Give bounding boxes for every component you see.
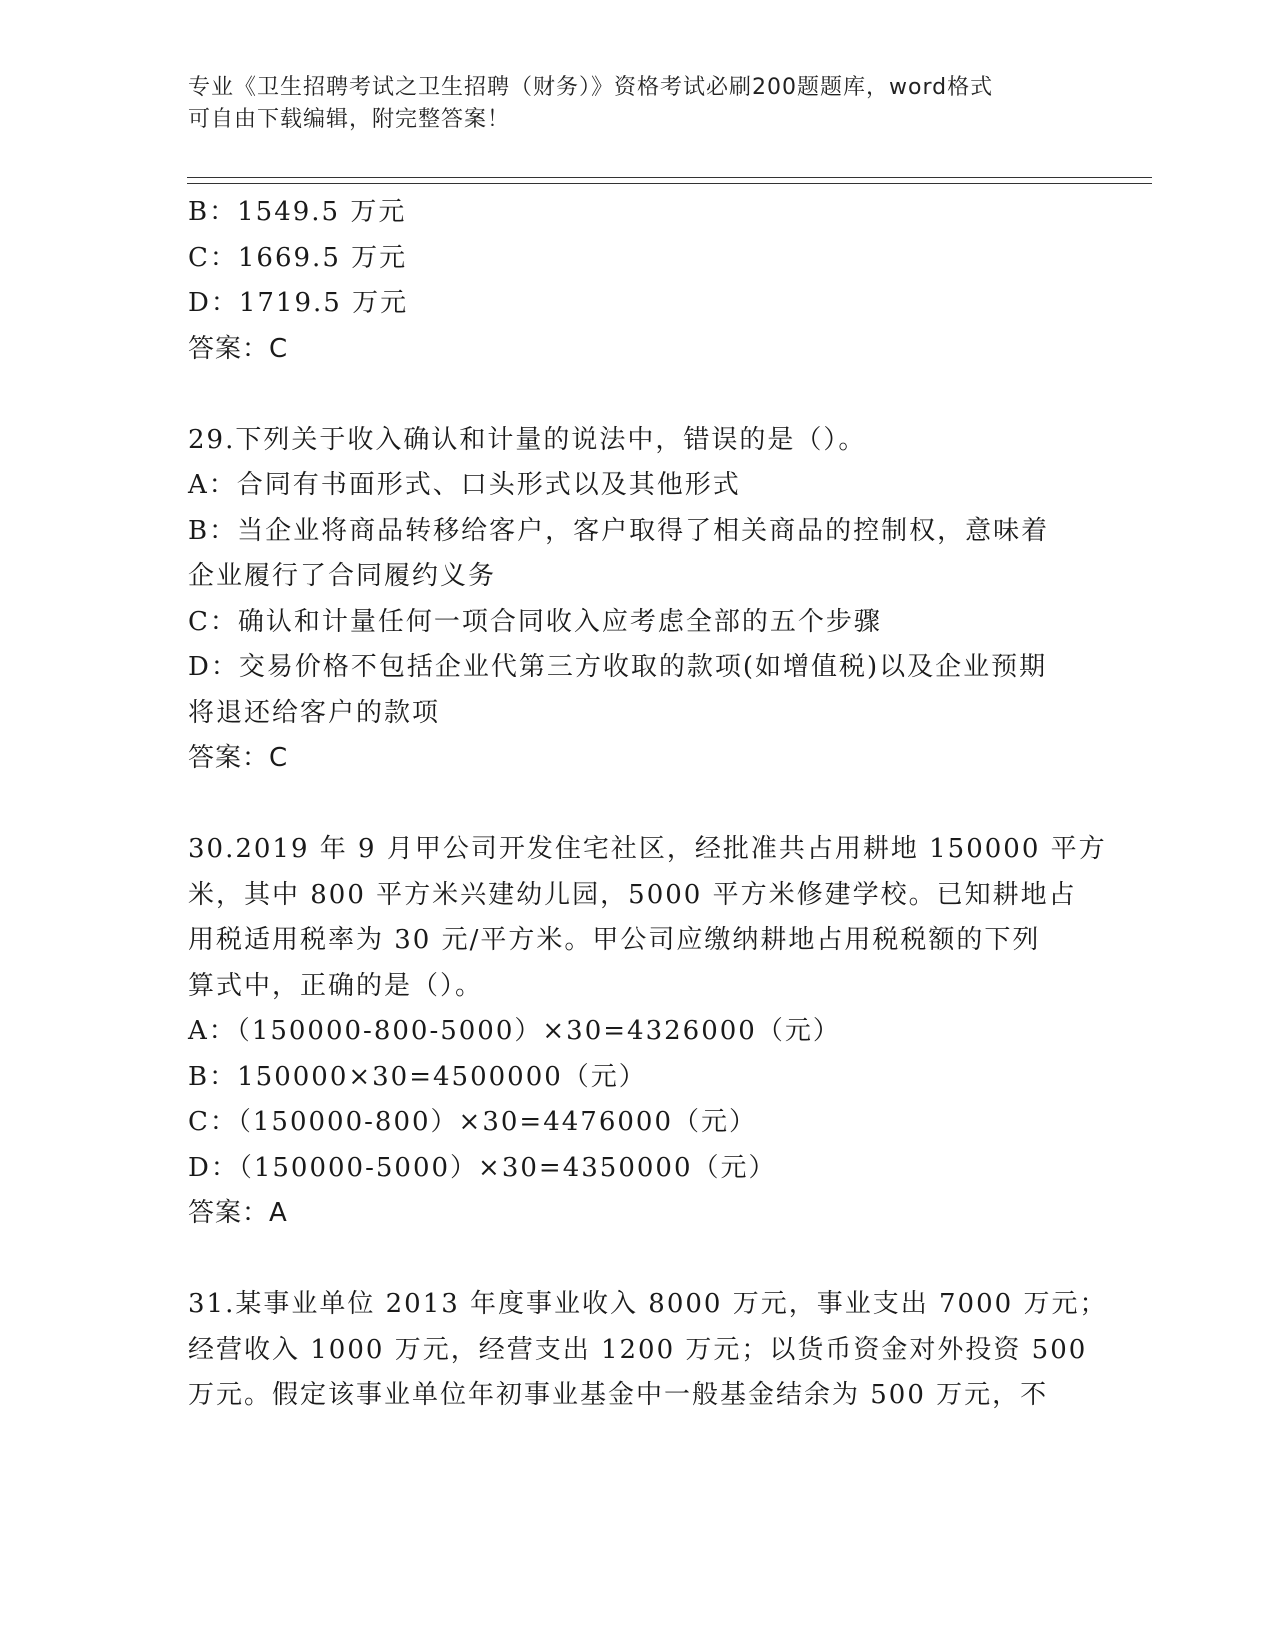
option-b: B：1549.5 万元	[188, 197, 407, 227]
answer-line: 答案：C	[188, 333, 289, 364]
question-content	[188, 190, 1108, 1419]
question-31	[188, 1282, 1108, 1419]
option-d: D：交易价格不包括企业代第三方收取的款项(如增值税)以及企业预期	[188, 652, 1048, 682]
option-c: C：（150000-800）×30=4476000（元）	[188, 1107, 758, 1137]
option-d: D：1719.5 万元	[188, 288, 409, 318]
spacer	[188, 782, 1078, 828]
question-stem-continued: 算式中，正确的是（）。	[188, 970, 484, 1001]
option-d: D：（150000-5000）×30=4350000（元）	[188, 1152, 777, 1183]
header-title-line-1: 专业《卫生招聘考试之卫生招聘（财务）》资格考试必刷200题题库，word格式	[188, 75, 994, 100]
option-b: B：150000×30=4500000（元）	[188, 1061, 647, 1092]
option-a: A：（150000-800-5000）×30=4326000（元）	[188, 1016, 841, 1046]
option-a: A：合同有书面形式、口头形式以及其他形式	[188, 470, 741, 500]
question-stem: 30.2019 年 9 月甲公司开发住宅社区，经批准共占用耕地 150000 平方	[188, 834, 1107, 864]
question-stem: 29.下列关于收入确认和计量的说法中，错误的是（）。	[188, 424, 867, 455]
question-28-tail	[188, 190, 1078, 372]
page-header	[188, 72, 1068, 136]
answer-line: 答案：C	[188, 743, 289, 773]
option-c: C：确认和计量任何一项合同收入应考虑全部的五个步骤	[188, 606, 882, 637]
option-b-continued: 企业履行了合同履约义务	[188, 561, 497, 591]
question-stem-continued: 万元。假定该事业单位年初事业基金中一般基金结余为 500 万元，不	[188, 1380, 1049, 1410]
spacer	[188, 1237, 1078, 1283]
answer-line: 答案：A	[188, 1198, 288, 1228]
question-30	[188, 827, 1107, 1237]
question-29	[188, 418, 1078, 782]
spacer	[188, 372, 1078, 418]
question-stem-continued: 米，其中 800 平方米兴建幼儿园，5000 平方米修建学校。已知耕地占	[188, 879, 1077, 910]
option-d-continued: 将退还给客户的款项	[188, 697, 441, 728]
question-stem: 31.某事业单位 2013 年度事业收入 8000 万元，事业支出 7000 万元；	[188, 1289, 1108, 1319]
header-title-line-2: 可自由下载编辑，附完整答案！	[188, 107, 511, 132]
option-c: C：1669.5 万元	[188, 242, 408, 273]
option-b: B：当企业将商品转移给客户，客户取得了相关商品的控制权，意味着	[188, 515, 1050, 546]
question-stem-continued: 经营收入 1000 万元，经营支出 1200 万元；以货币资金对外投资 500	[188, 1334, 1088, 1365]
header-divider-bottom	[187, 183, 1152, 184]
header-divider-top	[187, 177, 1152, 178]
question-stem-continued: 用税适用税率为 30 元/平方米。甲公司应缴纳耕地占用税税额的下列	[188, 925, 1041, 955]
